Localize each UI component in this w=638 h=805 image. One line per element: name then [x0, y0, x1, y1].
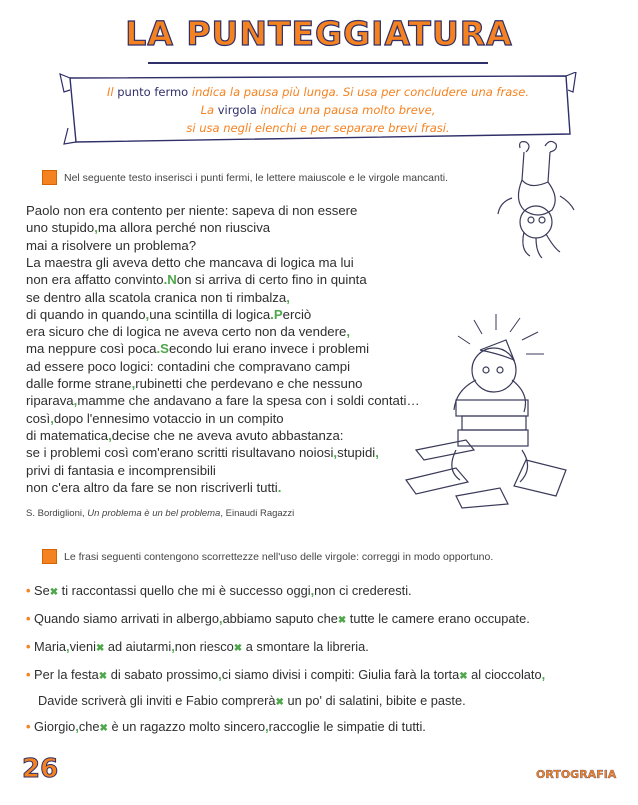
source-citation: S. Bordiglioni, Un problema è un bel problema, Einaudi Ragazzi	[26, 508, 295, 519]
text-segment: di sabato prossimo	[107, 667, 219, 682]
exercise-2-marker	[42, 549, 57, 564]
removed-comma-icon: ✖	[95, 643, 105, 654]
inserted-comma: ,	[171, 639, 175, 654]
text-segment: Per la festa	[34, 667, 99, 682]
exercise-1-line	[26, 220, 270, 236]
text-segment: abbiamo saputo che	[222, 611, 338, 626]
exercise-2-sentence	[26, 639, 369, 654]
text-segment: ci siamo divisi i compiti: Giulia farà la torta	[221, 667, 460, 682]
inserted-capital: P	[273, 306, 283, 322]
exercise-2-sentence	[26, 611, 530, 626]
text-segment: Davide scriverà gli inviti e Fabio comprerà	[38, 693, 276, 708]
exercise-1-line	[26, 272, 367, 288]
text-segment: Giorgio	[34, 719, 76, 734]
text-segment: Maria	[34, 639, 67, 654]
bullet-icon: •	[26, 639, 35, 654]
text-segment: Se	[34, 583, 50, 598]
bullet-icon: •	[26, 611, 35, 626]
page-title: LA PUNTEGGIATURA	[125, 14, 513, 53]
removed-comma-icon: ✖	[459, 671, 468, 682]
exercise-1-line	[26, 411, 284, 427]
inserted-capital: S	[160, 341, 169, 357]
inserted-comma: ,	[108, 427, 112, 443]
exercise-1-line	[26, 393, 420, 409]
inserted-comma: ,	[50, 410, 54, 426]
text-segment: al cioccolato	[467, 667, 542, 682]
exercise-1-line	[26, 359, 350, 375]
inserted-period: .	[163, 272, 168, 288]
text-segment: mamme che andavano a fare la spesa con i soldi contati…	[77, 393, 420, 409]
inserted-period: .	[156, 341, 161, 357]
section-label: ORTOGRAFIA	[536, 768, 617, 781]
text-segment: privi di fantasia e incomprensibili	[26, 462, 216, 478]
text-segment: rubinetti che perdevano e che nessuno	[135, 376, 363, 391]
text-segment: che	[78, 719, 100, 734]
inserted-comma: ,	[541, 667, 546, 682]
exercise-2-sentence	[26, 583, 412, 598]
hanging-child-illustration	[490, 140, 580, 260]
exercise-1-line	[26, 238, 196, 254]
text-segment: se dentro alla scatola cranica non ti rimbalza	[26, 289, 287, 305]
exercise-2-sentence	[38, 693, 466, 708]
text-segment: ma neppure così poca	[26, 341, 157, 357]
page-number: 26	[22, 754, 59, 784]
bullet-icon: •	[26, 667, 35, 682]
text-segment: se i problemi così com'erano scritti risultavano noiosi	[26, 445, 334, 461]
text-segment: non riesco	[174, 639, 234, 654]
removed-comma-icon: ✖	[337, 615, 347, 626]
text-segment: stupidi	[337, 445, 376, 461]
inserted-comma: ,	[218, 667, 222, 682]
inserted-comma: ,	[94, 220, 98, 236]
text-segment: non c'era altro da fare se non riscriverli tutti	[26, 479, 278, 495]
bullet-icon: •	[26, 583, 35, 598]
removed-comma-icon: ✖	[98, 671, 108, 682]
exercise-1-line	[26, 428, 343, 444]
text-segment: raccoglie le simpatie di tutti.	[268, 719, 426, 734]
removed-comma-icon: ✖	[99, 723, 108, 734]
inserted-capital: N	[167, 272, 177, 288]
removed-comma-icon: ✖	[233, 643, 243, 654]
exercise-1-line	[26, 445, 379, 461]
text-segment: dopo l'ennesimo votaccio in un compito	[53, 410, 284, 426]
text-segment: dalle forme strane	[26, 376, 132, 391]
inserted-comma: ,	[310, 583, 315, 598]
text-segment: ti raccontassi quello che mi è successo oggi	[58, 583, 311, 598]
text-segment: non era affatto convinto	[26, 272, 164, 288]
inserted-comma: ,	[375, 445, 379, 461]
exercise-1-marker	[42, 170, 57, 185]
text-segment: riparava	[26, 393, 74, 409]
exercise-2-sentence	[26, 667, 545, 682]
exercise-1-line	[26, 324, 350, 340]
inserted-comma: ,	[75, 719, 79, 734]
text-segment: erciò	[282, 306, 312, 322]
inserted-comma: ,	[131, 376, 136, 391]
exercise-2-sentence	[26, 719, 426, 734]
bullet-icon: •	[26, 719, 35, 734]
exercise-1-line	[26, 376, 363, 392]
text-segment: è un ragazzo molto sincero	[107, 719, 266, 734]
text-segment: on si arriva di certo fino in quinta	[176, 272, 367, 288]
removed-comma-icon: ✖	[275, 697, 284, 708]
exercise-1-line	[26, 463, 216, 479]
text-segment: così	[26, 410, 51, 426]
text-segment: una scintilla di logica	[149, 306, 271, 322]
banner-line-3: si usa negli elenchi e per separare brevi frasi.	[186, 121, 450, 135]
exercise-1-line	[26, 341, 369, 357]
text-segment: a smontare la libreria.	[242, 639, 369, 654]
inserted-comma: ,	[333, 445, 338, 461]
text-segment: La maestra gli aveva detto che mancava di logica ma lui	[26, 254, 354, 270]
text-segment: di matematica	[26, 427, 109, 443]
text-segment: decise che ne aveva avuto abbastanza:	[111, 427, 344, 443]
text-segment: era sicuro che di logica ne aveva certo non da vendere	[26, 324, 347, 340]
inserted-comma: ,	[73, 393, 78, 409]
exercise-2-instruction: Le frasi seguenti contengono scorrettezze nell'uso delle virgole: correggi in modo opportuno.	[64, 551, 494, 563]
banner-line-1: Il punto fermo indica la pausa più lunga. Si usa per concludere una frase.	[107, 85, 529, 99]
removed-comma-icon: ✖	[49, 587, 59, 598]
text-segment: uno stupido	[26, 220, 95, 236]
text-segment: Paolo non era contento per niente: sapeva di non essere	[26, 203, 358, 218]
text-segment: un po' di salatini, bibite e paste.	[283, 693, 466, 708]
text-segment: econdo lui erano invece i problemi	[168, 341, 370, 357]
inserted-comma: ,	[286, 289, 290, 305]
text-segment: ad essere poco logici: contadini che compravano campi	[26, 358, 351, 374]
exercise-1-line	[26, 255, 354, 271]
banner-line-2: La virgola indica una pausa molto breve,	[200, 103, 436, 117]
text-segment: di quando in quando	[26, 306, 146, 322]
text-segment: tutte le camere erano occupate.	[346, 611, 530, 626]
exercise-1-instruction: Nel seguente testo inserisci i punti fermi, le lettere maiuscole e le virgole mancanti.	[64, 172, 449, 184]
exercise-1-line	[26, 203, 357, 219]
inserted-comma: ,	[66, 639, 70, 654]
inserted-period: .	[277, 479, 282, 495]
exercise-1-line	[26, 480, 281, 496]
inserted-comma: ,	[346, 324, 351, 340]
inserted-comma: ,	[145, 306, 150, 322]
text-segment: vieni	[69, 639, 96, 654]
child-on-books-illustration	[396, 300, 576, 510]
title-underline	[148, 62, 488, 64]
exercise-1-line	[26, 290, 290, 306]
exercise-1-line	[26, 307, 311, 323]
text-segment: non ci crederesti.	[314, 583, 412, 598]
term-punto-fermo: punto fermo	[117, 85, 189, 99]
term-virgola: virgola	[217, 103, 257, 117]
inserted-period: .	[270, 306, 274, 322]
text-segment: ad aiutarmi	[104, 639, 172, 654]
inserted-comma: ,	[219, 611, 223, 626]
inserted-comma: ,	[265, 719, 269, 734]
text-segment: ma allora perché non riusciva	[97, 220, 271, 236]
text-segment: mai a risolvere un problema?	[26, 237, 197, 253]
text-segment: Quando siamo arrivati in albergo	[34, 611, 219, 626]
